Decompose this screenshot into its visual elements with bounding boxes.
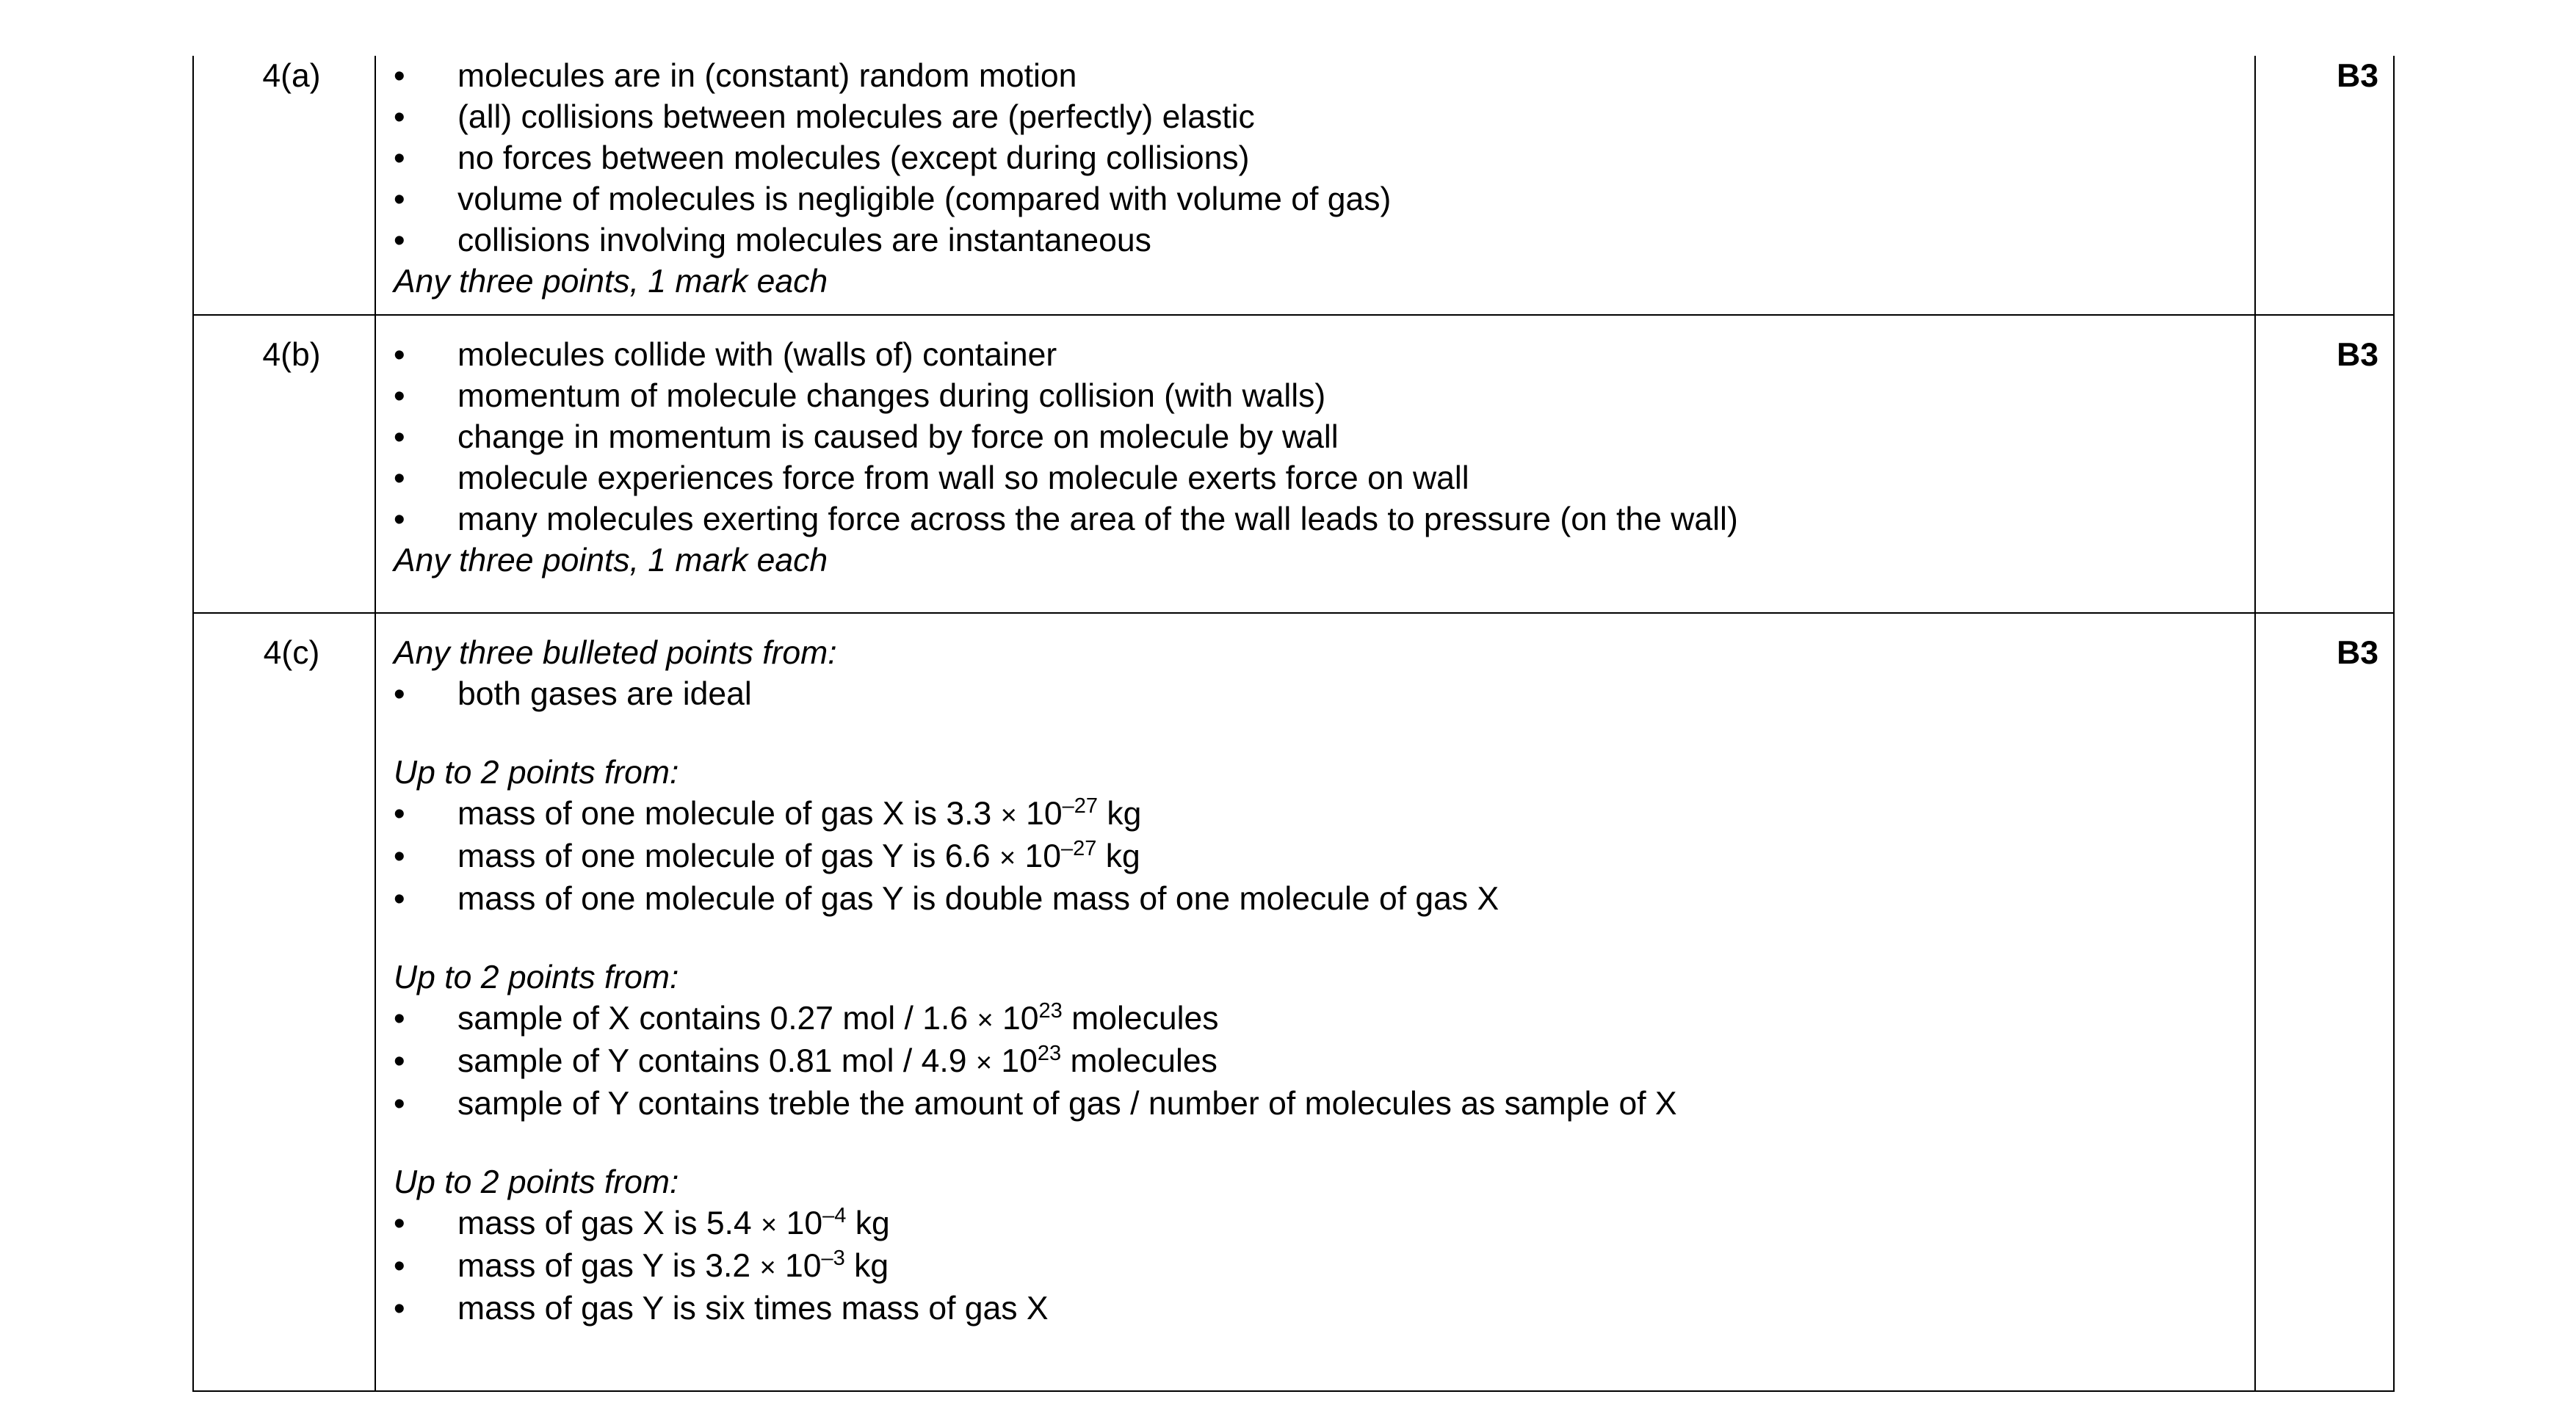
question-number: 4(b) [262,337,321,373]
answer-bullet: • collisions involving molecules are instantaneous [394,220,2240,261]
answer-bullet: • many molecules exerting force across the area of the wall leads to pressure (on the wall) [394,499,2240,540]
answer-cell [375,613,2255,1391]
answer-bullet: • mass of one molecule of gas Y is $6.6 \times 10^{-27}$ kg [394,836,2240,879]
answer-bullet-list [394,335,2240,540]
mark-scheme-table [192,56,2395,1392]
answer-bullet-list [394,56,2240,261]
marks-value: B3 [2337,58,2378,94]
table-row [193,315,2394,613]
answer-bullet: • sample of Y contains treble the amount of gas / number of molecules as sample of X [394,1084,2240,1125]
answer-bullet: • sample of X contains 0.27 mol / $1.6 \times 10^{23}$ molecules [394,998,2240,1041]
group-heading: Up to 2 points from: [394,1164,679,1200]
question-number-cell [193,613,375,1391]
question-number-cell [193,315,375,613]
answer-bullet: • volume of molecules is negligible (compared with volume of gas) [394,179,2240,220]
marks-value: B3 [2337,337,2378,373]
answer-bullet: • sample of Y contains 0.81 mol / $4.9 \times 10^{23}$ molecules [394,1041,2240,1084]
intro-note: Any three bulleted points from: [394,635,837,671]
marks-cell [2255,613,2394,1391]
answer-bullet-list [394,674,2240,715]
marks-cell [2255,315,2394,613]
question-number: 4(a) [262,58,321,94]
answer-cell [375,315,2255,613]
answer-bullet: • molecules are in (constant) random motion [394,56,2240,97]
question-number-cell [193,56,375,315]
answer-bullet: • molecule experiences force from wall so molecule exerts force on wall [394,458,2240,499]
marking-note: Any three points, 1 mark each [394,264,828,300]
answer-bullet: • momentum of molecule changes during collision (with walls) [394,376,2240,417]
answer-bullet: • molecules collide with (walls of) container [394,335,2240,376]
answer-bullet: • mass of one molecule of gas Y is double mass of one molecule of gas X [394,879,2240,920]
answer-bullet: • mass of gas Y is $3.2 \times 10^{-3}$ kg [394,1246,2240,1288]
group-heading: Up to 2 points from: [394,755,679,791]
answer-cell [375,56,2255,315]
marks-cell [2255,56,2394,315]
answer-bullet: • both gases are ideal [394,674,2240,715]
answer-bullet: • no forces between molecules (except during collisions) [394,138,2240,179]
answer-bullet-list [394,998,2240,1125]
answer-bullet-list [394,1203,2240,1329]
group-heading: Up to 2 points from: [394,959,679,995]
answer-bullet: • (all) collisions between molecules are (perfectly) elastic [394,97,2240,138]
answer-bullet: • mass of gas Y is six times mass of gas X [394,1288,2240,1329]
answer-bullet: • mass of one molecule of gas X is $3.3 \times 10^{-27}$ kg [394,794,2240,836]
table-row [193,56,2394,315]
answer-bullet: • mass of gas X is $5.4 \times 10^{-4}$ kg [394,1203,2240,1246]
marking-note: Any three points, 1 mark each [394,542,828,578]
marks-value: B3 [2337,635,2378,671]
answer-bullet: • change in momentum is caused by force on molecule by wall [394,417,2240,458]
answer-bullet-list [394,794,2240,920]
question-number: 4(c) [263,635,320,671]
table-row [193,613,2394,1391]
